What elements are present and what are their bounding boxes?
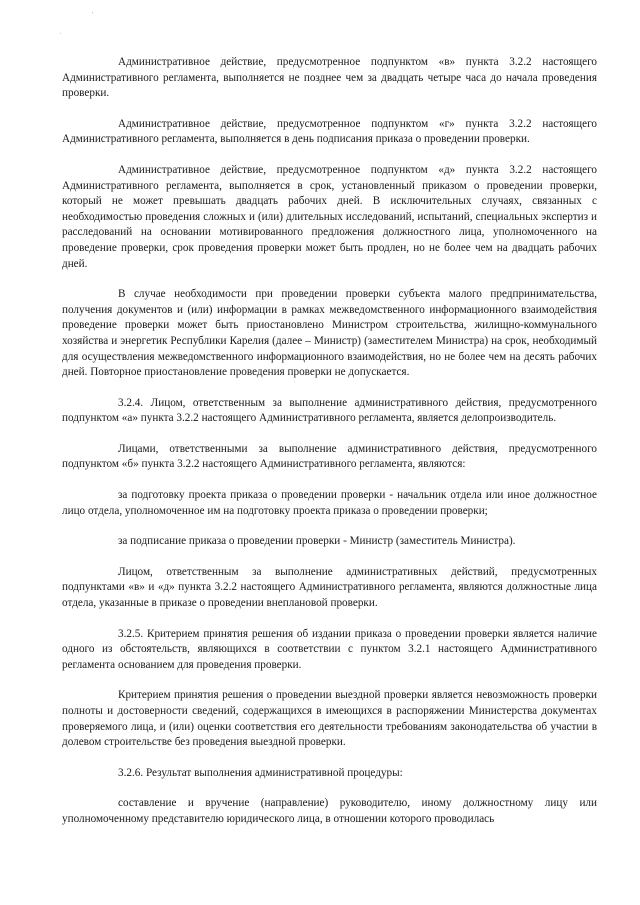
paragraph-3-2-4: 3.2.4. Лицом, ответственным за выполнение административного действия, предусмотренного подпунктом «а» пункта 3.2.2 настоящего Административного регламента, является делопроизводитель.	[62, 396, 597, 425]
paragraph-sign-order: за подписание приказа о проведении проверки - Министр (заместитель Министра).	[118, 535, 516, 548]
scan-mark: '	[92, 12, 94, 18]
paragraph-draft-order: за подготовку проекта приказа о проведении проверки - начальник отдела или иное должностное лицо отдела, уполномоченное им на подготовку проекта приказа о проведении проверки;	[62, 489, 597, 517]
paragraph-3-2-5: 3.2.5. Критерием принятия решения об издании приказа о проведении проверки является наличие одного из обстоятельств, являющихся в соответствии с пунктом 3.2.1 настоящего Административного регламента основанием для проведения проверки.	[62, 627, 597, 671]
paragraph-3-2-6: 3.2.6. Результат выполнения административной процедуры:	[118, 766, 403, 779]
paragraph-onsite-criterion: Критерием принятия решения о проведении выездной проверки является невозможность проверки полноты и достоверности сведений, содержащихся в имеющихся в распоряжении Министерства документах проверяемого лица, и (или) оценки соответствия его деятельности требованиям законодательства об участии в долевом строительстве без проведения выездной проверки.	[62, 689, 597, 749]
paragraph-responsible-b: Лицами, ответственными за выполнение административного действия, предусмотренного подпунктом «б» пункта 3.2.2 настоящего Административного регламента, являются:	[62, 442, 597, 471]
scan-mark: .	[60, 30, 62, 36]
paragraph-responsible-v-d: Лицом, ответственным за выполнение административных действий, предусмотренных подпунктами «в» и «д» пункта 3.2.2 настоящего Административного регламента, являются должностные лица отдела, указанные в приказе о проведении внеплановой проверки.	[62, 565, 597, 610]
paragraph-suspension: В случае необходимости при проведении проверки субъекта малого предпринимательства, получения документов и (или) информации в рамках межведомственного информационного взаимодействия проведение проверки может быть приостановлено Министром строительства, жилищно-коммунального хозяйства и энергетик Республики Карелия (далее – Министр) (заместителем Министра) на срок, необходимый для осуществления межведомственного информационного взаимодействия, но не более чем на десять рабочих дней. Повторное приостановление проведения проверки не допускается.	[62, 288, 597, 379]
paragraph-subpoint-v: Административное действие, предусмотренное подпунктом «в» пункта 3.2.2 настоящего Административного регламента, выполняется не позднее чем за двадцать четыре часа до начала проведения проверки.	[62, 56, 597, 100]
paragraph-subpoint-g: Административное действие, предусмотренное подпунктом «г» пункта 3.2.2 настоящего Административного регламента, выполняется в день подписания приказа о проведении проверки.	[62, 117, 597, 146]
paragraph-subpoint-d: Административное действие, предусмотренное подпунктом «д» пункта 3.2.2 настоящего Административного регламента, выполняется в срок, установленный приказом о проведении проверки, который не может превышать двадцать рабочих дней. В исключительных случаях, связанных с необходимостью проведения сложных и (или) длительных исследований, испытаний, специальных экспертиз и расследований на основании мотивированного предложения должностного лица, уполномоченного на проведение проверки, срок проведения проверки может быть продлен, но не более чем на двадцать рабочих дней.	[62, 163, 597, 270]
paragraph-result: составление и вручение (направление) руководителю, иному должностному лицу или уполномоченному представителю юридического лица, в отношении которого проводилась	[62, 797, 597, 825]
